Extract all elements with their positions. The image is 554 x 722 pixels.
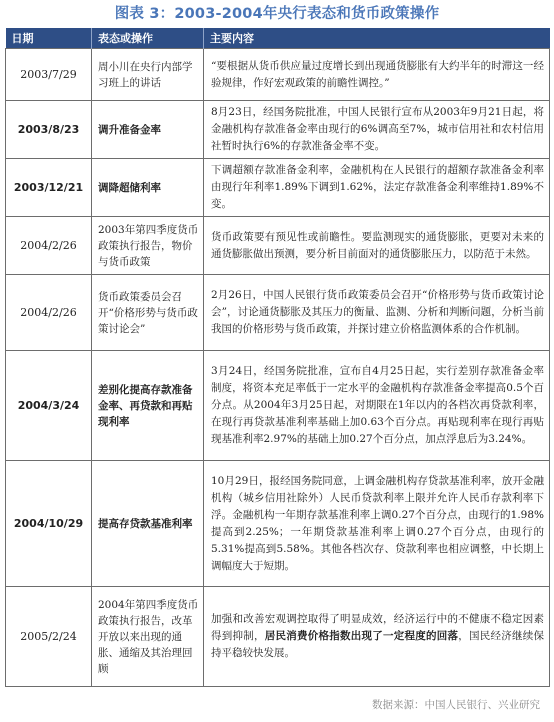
table-row <box>6 461 550 587</box>
row-date: 2005/2/24 <box>6 587 92 687</box>
row-date: 2004/2/26 <box>6 217 92 275</box>
row-date: 2003/8/23 <box>6 101 92 159</box>
row-action: 调升准备金率 <box>92 101 204 159</box>
table-row <box>6 159 550 217</box>
content-text-tail: ，国民经济继续保持平稳较快发展。 <box>211 630 544 659</box>
row-action: 货币政策委员会召开“价格形势与货币政策讨论会” <box>92 275 204 351</box>
row-date: 2003/12/21 <box>6 159 92 217</box>
header-content: 主要内容 <box>204 28 550 49</box>
policy-table <box>5 28 550 687</box>
row-action: 调降超储利率 <box>92 159 204 217</box>
row-action: 差别化提高存款准备金率、再贷款和再贴现利率 <box>92 351 204 461</box>
header-action: 表态或操作 <box>92 28 204 49</box>
row-action: 2003年第四季度货币政策执行报告，物价与货币政策 <box>92 217 204 275</box>
table-row <box>6 587 550 687</box>
chart-title: 图表 3：2003-2004年央行表态和货币政策操作 <box>114 6 440 22</box>
header-date: 日期 <box>6 28 92 49</box>
row-action: 提高存贷款基准利率 <box>92 461 204 587</box>
row-content: 3月24日，经国务院批准，宣布自4月25日起，实行差别存款准备金率制度，将资本充足率低于一定水平的金融机构存款准备金率提高0.5个百分点。从2004年3月25日起，对期限在1年以内的各档次再贷款利率，在现行再贷款基准利率基础上加0.63个百分点。再贴现利率在现行再贴现基准利率2.97%的基础上加0.27个百分点，加点浮息后为3.24%。 <box>204 351 550 461</box>
row-date: 2003/7/29 <box>6 49 92 101</box>
row-action: 2004年第四季度货币政策执行报告，改革开放以来出现的通胀、通缩及其治理回顾 <box>92 587 204 687</box>
table-row <box>6 275 550 351</box>
table-row <box>6 217 550 275</box>
content-highlight: 居民消费价格指数出现了一定程度的回落 <box>264 630 459 642</box>
table-row <box>6 49 550 101</box>
table-header-row <box>6 28 550 49</box>
row-content: 2月26日，中国人民银行货币政策委员会召开“价格形势与货币政策讨论会”，讨论通货膨胀及其压力的衡量、监测、分析和判断问题，分析当前我国的价格形势与货币政策，并探讨建立价格监测体系的合作机制。 <box>204 275 550 351</box>
table-row <box>6 101 550 159</box>
row-date: 2004/10/29 <box>6 461 92 587</box>
row-date: 2004/3/24 <box>6 351 92 461</box>
row-content: 8月23日，经国务院批准，中国人民银行宣布从2003年9月21日起，将金融机构存款准备金率由现行的6%调高至7%，城市信用社和农村信用社暂时执行6%的存款准备金率不变。 <box>204 101 550 159</box>
table-row <box>6 351 550 461</box>
row-content: 下调超额存款准备金利率，金融机构在人民银行的超额存款准备金利率由现行年利率1.89%下调到1.62%，法定存款准备金利率维持1.89%不变。 <box>204 159 550 217</box>
row-content: 货币政策要有预见性或前瞻性。要监测现实的通货膨胀，更要对未来的通货膨胀做出预测，要分析目前面对的通货膨胀压力，以防范于未然。 <box>204 217 550 275</box>
row-action: 周小川在央行内部学习班上的讲话 <box>92 49 204 101</box>
row-content <box>204 587 550 687</box>
content-text: 加强和改善宏观调控取得了明显成效，经济运行中的不健康不稳定因素得到抑制， <box>211 613 544 642</box>
row-content: 10月29日，报经国务院同意，上调金融机构存贷款基准利率，放开金融机构（城乡信用社除外）人民币贷款利率上限并允许人民币存款利率下浮。金融机构一年期存款基准利率上调0.27个百分点，由现行的1.98%提高到2.25%；一年期贷款基准利率上调0.27个百分点，由现行的5.31%提高到5.58%。其他各档次存、贷款利率也相应调整，中长期上调幅度大于短期。 <box>204 461 550 587</box>
row-date: 2004/2/26 <box>6 275 92 351</box>
row-content: “要根据从货币供应量过度增长到出现通货膨胀有大约半年的时滞这一经验规律，作好宏观政策的前瞻性调控。” <box>204 49 550 101</box>
source-note: 数据来源：中国人民银行、兴业研究 <box>372 699 540 711</box>
